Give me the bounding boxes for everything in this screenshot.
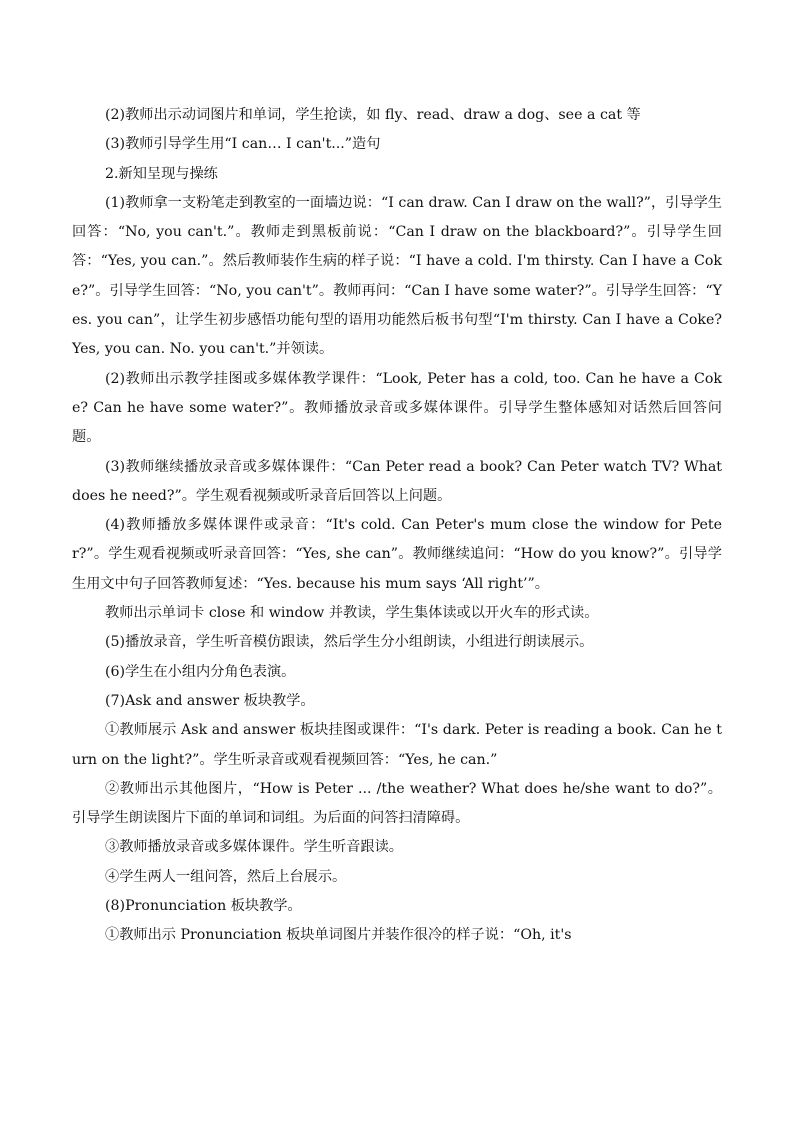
paragraph-3: (1)教师拿一支粉笔走到教室的一面墙边说：“I can draw. Can I draw on the wall?”，引导学生回答：“No, you can't.”。教师走到黑板前说：“Can I draw on the blackboard?”。引导学生回答：“Yes, you can.”。然后教师装作生病的样子说：“I have a cold. I'm thirsty. Can I have a Coke?”。引导学生回答：“No, you can't”。教师再问：“Can I have some water?”。引导学生回答：“Yes. you can”，让学生初步感悟功能句型的语用功能然后板书句型“I'm thirsty. Can I have a Coke? Yes, you can. No. you can't.”并领读。 <box>72 194 722 358</box>
paragraph-10: (7)Ask and answer 板块教学。 <box>105 692 315 709</box>
paragraph-14: ④学生两人一组问答，然后上台展示。 <box>105 868 347 885</box>
paragraph-6: (4)教师播放多媒体课件或录音：“It's cold. Can Peter's mum close the window for Peter?”。学生观看视频或听录音回答：“Yes, she can”。教师继续追问：“How do you know?”。引导学生用文中句子回答教师复述：“Yes. because his mum says ‘All right’”。 <box>72 517 722 592</box>
paragraph-9: (6)学生在小组内分角色表演。 <box>105 663 296 680</box>
paragraph-16: ①教师出示 Pronunciation 板块单词图片并装作很冷的样子说：“Oh, it's <box>105 927 572 944</box>
paragraph-5: (3)教师继续播放录音或多媒体课件：“Can Peter read a book? Can Peter watch TV? What does he need?”。学生观看视频或听录音后回答以上问题。 <box>72 458 722 504</box>
paragraph-4: (2)教师出示教学挂图或多媒体教学课件：“Look, Peter has a cold, too. Can he have a Coke? Can he have some water?”。教师播放录音或多媒体课件。引导学生整体感知对话然后回答问题。 <box>72 370 722 446</box>
paragraph-11: ①教师展示 Ask and answer 板块挂图或课件：“I's dark. Peter is reading a book. Can he turn on the light?”。学生听录音或观看视频回答：“Yes, he can.” <box>72 722 722 768</box>
paragraph-8: (5)播放录音，学生听音模仿跟读，然后学生分小组朗读，小组进行朗读展示。 <box>105 634 594 651</box>
document-body <box>72 101 722 951</box>
paragraph-13: ③教师播放录音或多媒体课件。学生听音跟读。 <box>105 839 403 856</box>
section-heading: 2.新知呈现与操练 <box>105 165 218 182</box>
paragraph-2: (3)教师引导学生用“I can… I can't...”造句 <box>105 136 381 153</box>
paragraph-15: (8)Pronunciation 板块教学。 <box>105 898 302 915</box>
paragraph-7: 教师出示单词卡 close 和 window 并教读，学生集体读或以开火车的形式读。 <box>105 605 599 622</box>
paragraph-1: (2)教师出示动词图片和单词，学生抢读，如 fly、read、draw a dog、see a cat 等 <box>105 107 641 123</box>
paragraph-12: ②教师出示其他图片，“How is Peter ... /the weather? What does he/she want to do?”。引导学生朗读图片下面的单词和词组。为后面的问答扫清障碍。 <box>72 780 722 827</box>
